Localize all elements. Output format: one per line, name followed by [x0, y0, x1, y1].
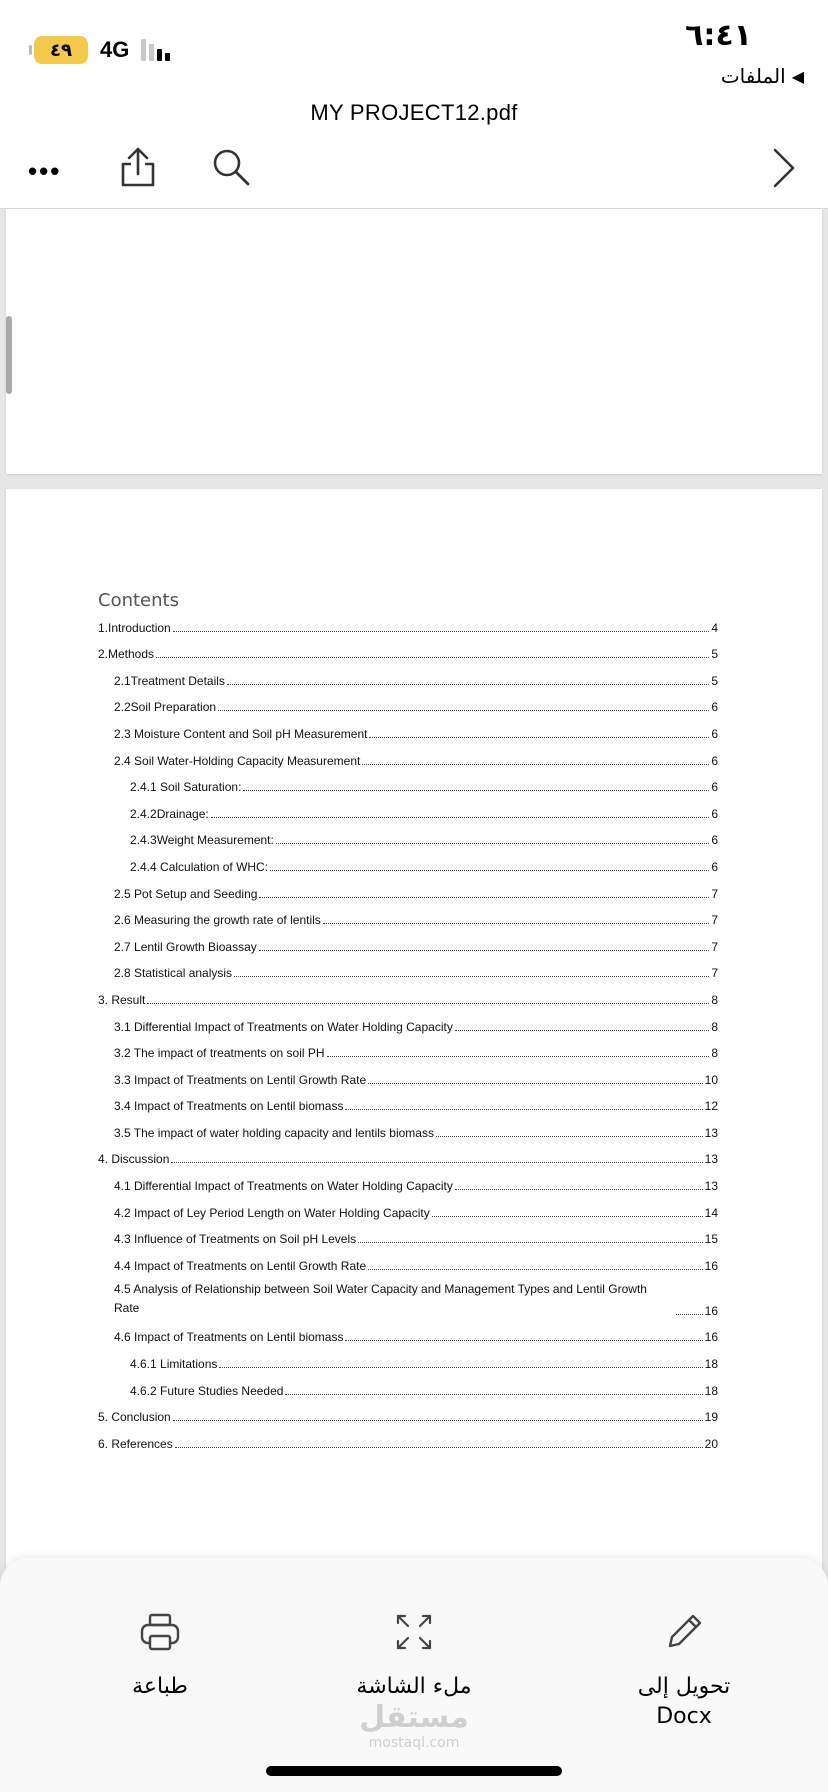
- toc-entry-page: 14: [704, 1205, 718, 1220]
- more-icon: •••: [28, 156, 62, 186]
- toc-dot-leader: [455, 1030, 709, 1031]
- toc-entry-page: 6: [711, 859, 718, 874]
- toc-entry[interactable]: [98, 847, 718, 874]
- pencil-icon: [662, 1610, 706, 1654]
- toc-dot-leader: [276, 843, 709, 844]
- toc-dot-leader: [218, 710, 709, 711]
- toc-entry-label: 4.5 Analysis of Relationship between Soil Water Capacity and Management Types and Lentil Growth Rate: [114, 1281, 647, 1315]
- toc-dot-leader: [175, 1447, 703, 1448]
- toc-dot-leader: [270, 870, 709, 871]
- toc-entry-page: 6: [711, 833, 718, 848]
- toc-entry-label: 2.1Treatment Details: [114, 673, 225, 688]
- watermark-logo-text: مستقل: [359, 1700, 469, 1735]
- toc-entry-page: 6: [711, 780, 718, 795]
- toc-entry[interactable]: [98, 1398, 718, 1425]
- toc-entry-page: 19: [704, 1410, 718, 1425]
- toc-entry[interactable]: [98, 821, 718, 848]
- status-indicators: [34, 36, 170, 64]
- toc-dot-leader: [358, 1242, 703, 1243]
- toc-entry-page: 8: [711, 1019, 718, 1034]
- print-button[interactable]: [60, 1608, 260, 1702]
- battery-icon: [34, 36, 88, 64]
- toc-entry-page: 16: [704, 1330, 718, 1345]
- toc-dot-leader: [362, 764, 709, 765]
- toc-entry-label: 2.4.1 Soil Saturation:: [130, 780, 242, 795]
- toc-dot-leader: [173, 1420, 703, 1421]
- toc-entry[interactable]: [98, 688, 718, 715]
- toc-entry-label: 3.2 The impact of treatments on soil PH: [114, 1046, 325, 1061]
- toc-entry[interactable]: [98, 1087, 718, 1114]
- toc-entry-label: 6. References: [98, 1436, 173, 1451]
- toc-entry[interactable]: [98, 1246, 718, 1273]
- back-to-files-link[interactable]: [721, 64, 804, 88]
- fullscreen-label: ملء الشاشة: [356, 1674, 472, 1699]
- toc-entry[interactable]: [98, 954, 718, 981]
- pdf-page: [6, 209, 822, 474]
- toc-entry-page: 7: [711, 939, 718, 954]
- toc-entry[interactable]: [98, 1060, 718, 1087]
- toc-entry-page: 12: [704, 1099, 718, 1114]
- toc-dot-leader: [227, 684, 709, 685]
- watermark: [0, 1700, 828, 1751]
- toc-dot-leader: [432, 1216, 703, 1217]
- toc-entry-page: 6: [711, 700, 718, 715]
- toc-entry-page: 13: [704, 1152, 718, 1167]
- toc-entry[interactable]: [98, 980, 718, 1007]
- battery-level: ٤٩: [50, 39, 72, 61]
- toc-entry-page: 6: [711, 726, 718, 741]
- toc-entry-label: 2.6 Measuring the growth rate of lentils: [114, 913, 321, 928]
- toc-entry[interactable]: [98, 1220, 718, 1247]
- toc-entry-page: 4: [711, 620, 718, 635]
- toc-entry-label: 4.6.1 Limitations: [130, 1357, 218, 1372]
- toc-dot-leader: [345, 1340, 702, 1341]
- toc-entry[interactable]: [98, 1140, 718, 1167]
- toc-entry-page: 18: [704, 1357, 718, 1372]
- toc-entry[interactable]: [98, 1113, 718, 1140]
- toc-entry-label: 3.5 The impact of water holding capacity and lentils biomass: [114, 1125, 434, 1140]
- toc-dot-leader: [345, 1109, 702, 1110]
- toc-entry-label: 4.6 Impact of Treatments on Lentil biomass: [114, 1330, 344, 1345]
- toc-entry-page: 10: [704, 1072, 718, 1087]
- toc-entry[interactable]: [98, 714, 718, 741]
- more-button[interactable]: [28, 156, 61, 187]
- toc-entry-page: 5: [711, 647, 718, 662]
- toc-dot-leader: [147, 1003, 709, 1004]
- action-sheet: [0, 1558, 828, 1792]
- search-icon: [210, 146, 252, 188]
- toc-entry-page: 15: [704, 1232, 718, 1247]
- toc-entry[interactable]: [98, 661, 718, 688]
- toc-entry-label: 4.6.2 Future Studies Needed: [130, 1383, 284, 1398]
- fullscreen-icon: [394, 1612, 434, 1652]
- toc-entry-label: 3.3 Impact of Treatments on Lentil Growth Rate: [114, 1072, 367, 1087]
- toc-dot-leader: [156, 657, 709, 658]
- toc-entry-label: 4.3 Influence of Treatments on Soil pH Levels: [114, 1232, 357, 1247]
- toc-dot-leader: [676, 1314, 703, 1315]
- toc-dot-leader: [219, 1367, 702, 1368]
- share-button[interactable]: [118, 146, 158, 193]
- toc-entry-label: 4.4 Impact of Treatments on Lentil Growth Rate: [114, 1258, 367, 1273]
- search-button[interactable]: [210, 146, 252, 193]
- status-time: ٦:٤١: [685, 18, 752, 53]
- back-app-label: الملفات: [720, 64, 786, 88]
- toc-entry-label: 2.4.4 Calculation of WHC:: [130, 859, 269, 874]
- toc-dot-leader: [234, 976, 709, 977]
- toc-entry-label: 3.4 Impact of Treatments on Lentil biomass: [114, 1099, 344, 1114]
- convert-docx-label: تحويل إلى Docx: [637, 1674, 731, 1729]
- toc-entry-label: 2.Methods: [98, 647, 155, 662]
- toc-entry[interactable]: [98, 927, 718, 954]
- toc-entry-label: 2.8 Statistical analysis: [114, 966, 233, 981]
- toc-dot-leader: [211, 817, 710, 818]
- toc-dot-leader: [368, 1083, 703, 1084]
- toc-dot-leader: [171, 1162, 702, 1163]
- toc-entry[interactable]: [98, 874, 718, 901]
- toc-entry-page: 20: [704, 1436, 718, 1451]
- toc-entry[interactable]: [98, 901, 718, 928]
- toc-entry[interactable]: [98, 794, 718, 821]
- toc-dot-leader: [327, 1056, 710, 1057]
- toc-entry-label: 3. Result: [98, 992, 146, 1007]
- toc-entry-label: 1.Introduction: [98, 620, 171, 635]
- toc-dot-leader: [436, 1136, 703, 1137]
- toc-entry[interactable]: [98, 608, 718, 635]
- table-of-contents: [98, 608, 718, 1451]
- toc-entry-page: 16: [704, 1303, 718, 1318]
- toc-entry[interactable]: [98, 635, 718, 662]
- toc-dot-leader: [455, 1189, 703, 1190]
- chevron-right-icon: [770, 146, 798, 190]
- toc-entry[interactable]: [98, 1166, 718, 1193]
- toc-dot-leader: [323, 923, 710, 924]
- toc-entry-page: 13: [704, 1125, 718, 1140]
- share-icon: [118, 146, 158, 188]
- toc-entry-page: 18: [704, 1383, 718, 1398]
- toc-entry-label: 4. Discussion: [98, 1152, 170, 1167]
- toc-dot-leader: [285, 1394, 702, 1395]
- toc-entry[interactable]: [98, 1318, 718, 1345]
- toc-entry-page: 7: [711, 913, 718, 928]
- toc-entry-page: 16: [704, 1258, 718, 1273]
- next-button[interactable]: [770, 146, 798, 195]
- toc-entry[interactable]: [98, 1034, 718, 1061]
- toc-entry[interactable]: [98, 768, 718, 795]
- home-indicator[interactable]: [266, 1766, 562, 1776]
- toc-entry-page: 6: [711, 753, 718, 768]
- toc-entry-page: 8: [711, 992, 718, 1007]
- scroll-indicator[interactable]: [6, 316, 12, 394]
- toc-dot-leader: [173, 631, 710, 632]
- toc-entry-page: 5: [711, 673, 718, 688]
- toc-entry-label: 5. Conclusion: [98, 1410, 171, 1425]
- toc-entry-label: 2.4 Soil Water-Holding Capacity Measurement: [114, 753, 361, 768]
- toc-entry-label: 2.3 Moisture Content and Soil pH Measurement: [114, 726, 368, 741]
- toc-dot-leader: [368, 1269, 703, 1270]
- toc-dot-leader: [243, 790, 709, 791]
- toc-entry-page: 13: [704, 1179, 718, 1194]
- toc-dot-leader: [259, 950, 710, 951]
- contents-heading: Contents: [98, 590, 179, 611]
- toc-entry-page: 7: [711, 966, 718, 981]
- printer-icon: [138, 1612, 182, 1652]
- toc-entry[interactable]: [98, 1344, 718, 1371]
- toc-entry-label: 4.1 Differential Impact of Treatments on Water Holding Capacity: [114, 1179, 453, 1194]
- toc-entry-label: 2.2Soil Preparation: [114, 700, 217, 715]
- toc-entry-label: 2.5 Pot Setup and Seeding: [114, 886, 258, 901]
- signal-icon: [141, 39, 170, 61]
- toc-entry-page: 8: [711, 1046, 718, 1061]
- toc-entry[interactable]: [98, 1007, 718, 1034]
- toc-entry[interactable]: [98, 1371, 718, 1398]
- toc-entry-label: 2.4.3Weight Measurement:: [130, 833, 274, 848]
- toc-entry[interactable]: [98, 1273, 718, 1318]
- toc-entry[interactable]: [98, 1424, 718, 1451]
- back-arrow-icon: ◀: [791, 66, 804, 86]
- toc-entry[interactable]: [98, 1193, 718, 1220]
- watermark-url: mostaql.com: [368, 1735, 460, 1751]
- toc-entry-label: 4.2 Impact of Ley Period Length on Water Holding Capacity: [114, 1205, 430, 1220]
- toc-entry-label: 2.4.2Drainage:: [130, 806, 209, 821]
- toc-dot-leader: [259, 897, 709, 898]
- toc-entry-label: 3.1 Differential Impact of Treatments on Water Holding Capacity: [114, 1019, 453, 1034]
- toc-entry-page: 6: [711, 806, 718, 821]
- toc-entry[interactable]: [98, 741, 718, 768]
- document-title: MY PROJECT12.pdf: [310, 100, 518, 125]
- fullscreen-button[interactable]: [314, 1608, 514, 1702]
- print-label: طباعة: [132, 1674, 188, 1699]
- toc-dot-leader: [369, 737, 709, 738]
- toc-entry-page: 7: [711, 886, 718, 901]
- toc-entry-label: 2.7 Lentil Growth Bioassay: [114, 939, 257, 954]
- network-type: 4G: [100, 37, 130, 62]
